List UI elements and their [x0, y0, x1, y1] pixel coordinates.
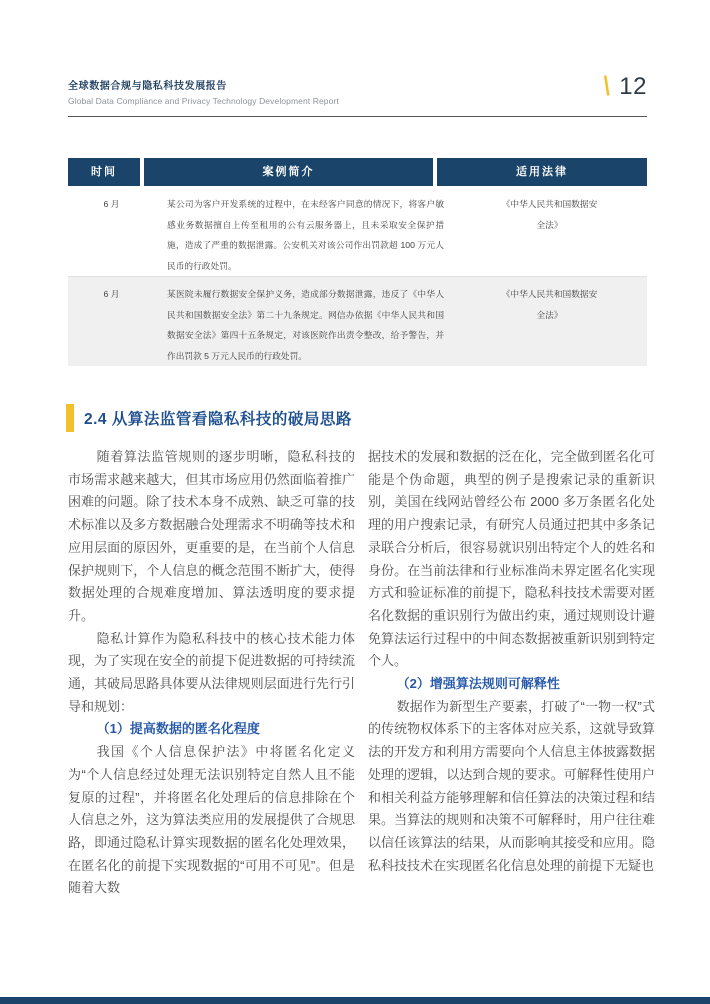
page-number: [603, 71, 647, 102]
cell-applicable-law: 《中华人民共和国数据安全法》: [501, 199, 598, 230]
page-number-value: 12: [619, 72, 647, 100]
paragraph: 数据作为新型生产要素，打破了“一物一权”式的传统物权体系下的主客体对应关系，这就导致算法的开发方和利用方需要向个人信息主体披露数据处理的逻辑，以达到合规的要求。可解释性使用户和相关利益方能够理解和信任算法的决策过程和结果。当算法的规则和决策不可解释时，用户往往难以信任该算法的结果，从而影响其接受和应用。隐私科技技术在实现匿名化信息处理的前提下无疑也: [368, 698, 655, 873]
cell-time: 6 月: [103, 199, 120, 209]
table-header-row: [68, 158, 647, 186]
cell-case-description: 某公司为客户开发系统的过程中，在未经客户同意的情况下，将客户敏感业务数据擅自上传至租用的公有云服务器上，且未采取安全保护措施，造成了严重的数据泄露。公安机关对该公司作出罚款超 100 万元人民币的行政处罚。: [167, 199, 444, 271]
section-heading-text: 2.4 从算法监管看隐私科技的破局思路: [84, 411, 352, 428]
paragraph: 我国《个人信息保护法》中将匿名化定义为“个人信息经过处理无法识别特定自然人且不能复原的过程”，并将匿名化处理后的信息排除在个人信息之外，这为算法类应用的发展提供了合规思路，即通过隐私计算实现数据的匿名化处理效果，在匿名化的前提下实现数据的“可用不可见”。但是随着大数: [68, 744, 355, 896]
footer-bar: [0, 997, 710, 1004]
body-columns: [68, 446, 655, 900]
cell-time: 6 月: [103, 289, 120, 299]
report-title-en: Global Data Compliance and Privacy Technology Development Report: [68, 96, 339, 106]
report-title-zh: 全球数据合规与隐私科技发展报告: [68, 81, 227, 92]
paragraph: 隐私计算作为隐私科技中的核心技术能力体现，为了实现在安全的前提下促进数据的可持续流通，其破局思路具体要从法律规则层面进行先行引导和规划：: [68, 630, 355, 714]
cell-applicable-law: 《中华人民共和国数据安全法》: [501, 289, 598, 320]
section-heading: [66, 404, 352, 432]
table-row: [68, 186, 647, 277]
column-header-case: 案例简介: [144, 158, 433, 186]
column-left: [68, 446, 355, 900]
slash-accent-icon: \: [603, 71, 610, 101]
page-header: [68, 71, 647, 106]
subpoint-heading: （1）提高数据的匿名化程度: [96, 721, 260, 737]
paragraph: 据技术的发展和数据的泛在化，完全做到匿名化可能是个伪命题，典型的例子是搜索记录的重新识别，美国在线网站曾经公布 2000 多万条匿名化处理的用户搜索记录，有研究人员通过把其中多条记录联合分析后，很容易就识别出特定个人的姓名和身份。在当前法律和行业标准尚未界定匿名化实现方式和验证标准的前提下，隐私科技技术需要对匿名化数据的重识别行为做出约束，通过规则设计避免算法运行过程中的中间态数据被重新识别到特定个人。: [368, 449, 655, 669]
column-header-time: 时间: [68, 158, 140, 186]
column-header-law: 适用法律: [437, 158, 647, 186]
column-right: [368, 446, 655, 900]
subpoint-heading: （2）增强算法规则可解释性: [396, 676, 560, 692]
cases-table: [68, 158, 647, 366]
cell-case-description: 某医院未履行数据安全保护义务，造成部分数据泄露，违反了《中华人民共和国数据安全法》第二十九条规定。网信办依据《中华人民共和国数据安全法》第四十五条规定，对该医院作出责令整改，给予警告，并作出罚款 5 万元人民币的行政处罚。: [167, 289, 444, 361]
paragraph: 随着算法监管规则的逐步明晰，隐私科技的市场需求越来越大，但其市场应用仍然面临着推广困难的问题。除了技术本身不成熟、缺乏可靠的技术标准以及多方数据融合处理需求不明确等技术和应用层面的原因外，更重要的是，在当前个人信息保护规则下，个人信息的概念范围不断扩大，使得数据处理的合规难度增加、算法透明度的要求提升。: [68, 449, 355, 623]
table-row: [68, 277, 647, 366]
yellow-marker-icon: [66, 404, 74, 432]
header-divider: [68, 116, 647, 117]
